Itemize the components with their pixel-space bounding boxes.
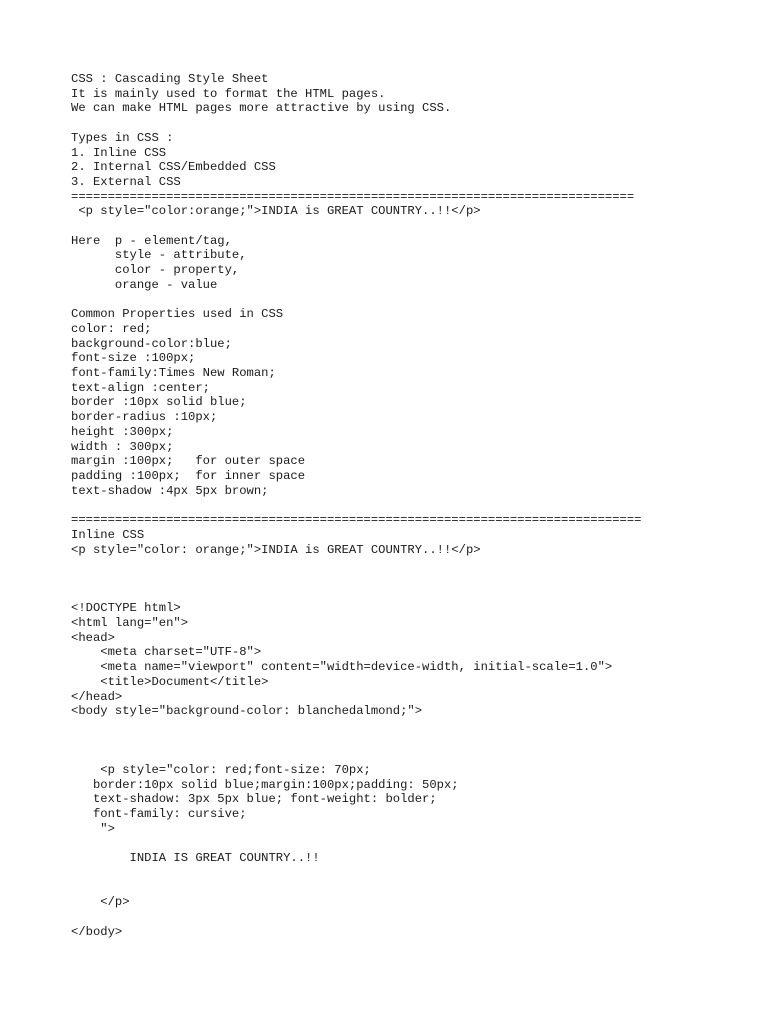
document-text: CSS : Cascading Style Sheet It is mainly used to format the HTML pages. We can make HTML pages more attractive by using CSS. Types in CSS : 1. Inline CSS 2. Internal CSS/Embedded CSS 3. External CSS ============================================================================= <p style="color:orange;">INDIA is GREAT COUNTRY..!!</p> Here p - element/tag, style - attribute, color - property, orange - value Common Properties used in CSS color: red; background-color:blue; font-size :100px; font-family:Times New Roman; text-align :center; border :10px solid blue; border-radius :10px; height :300px; width : 300px; margin :100px; for outer space padding :100px; for inner space text-shadow :4px 5px brown; ============================================================================== Inline CSS <p style="color: orange;">INDIA is GREAT COUNTRY..!!</p> <!DOCTYPE html> <html lang="en"> <head> <meta charset="UTF-8"> <meta name="viewport" content="width=device-width, initial-scale=1.0"> <title>Document</title> </head> <body style="background-color: blanchedalmond;"> <p style="color: red;font-size: 70px; border:10px solid blue;margin:100px;padding: 50px; text-shadow: 3px 5px blue; font-weight: bolder; font-family: cursive; "> INDIA IS GREAT COUNTRY..!! </p> </body> [71,72,642,939]
